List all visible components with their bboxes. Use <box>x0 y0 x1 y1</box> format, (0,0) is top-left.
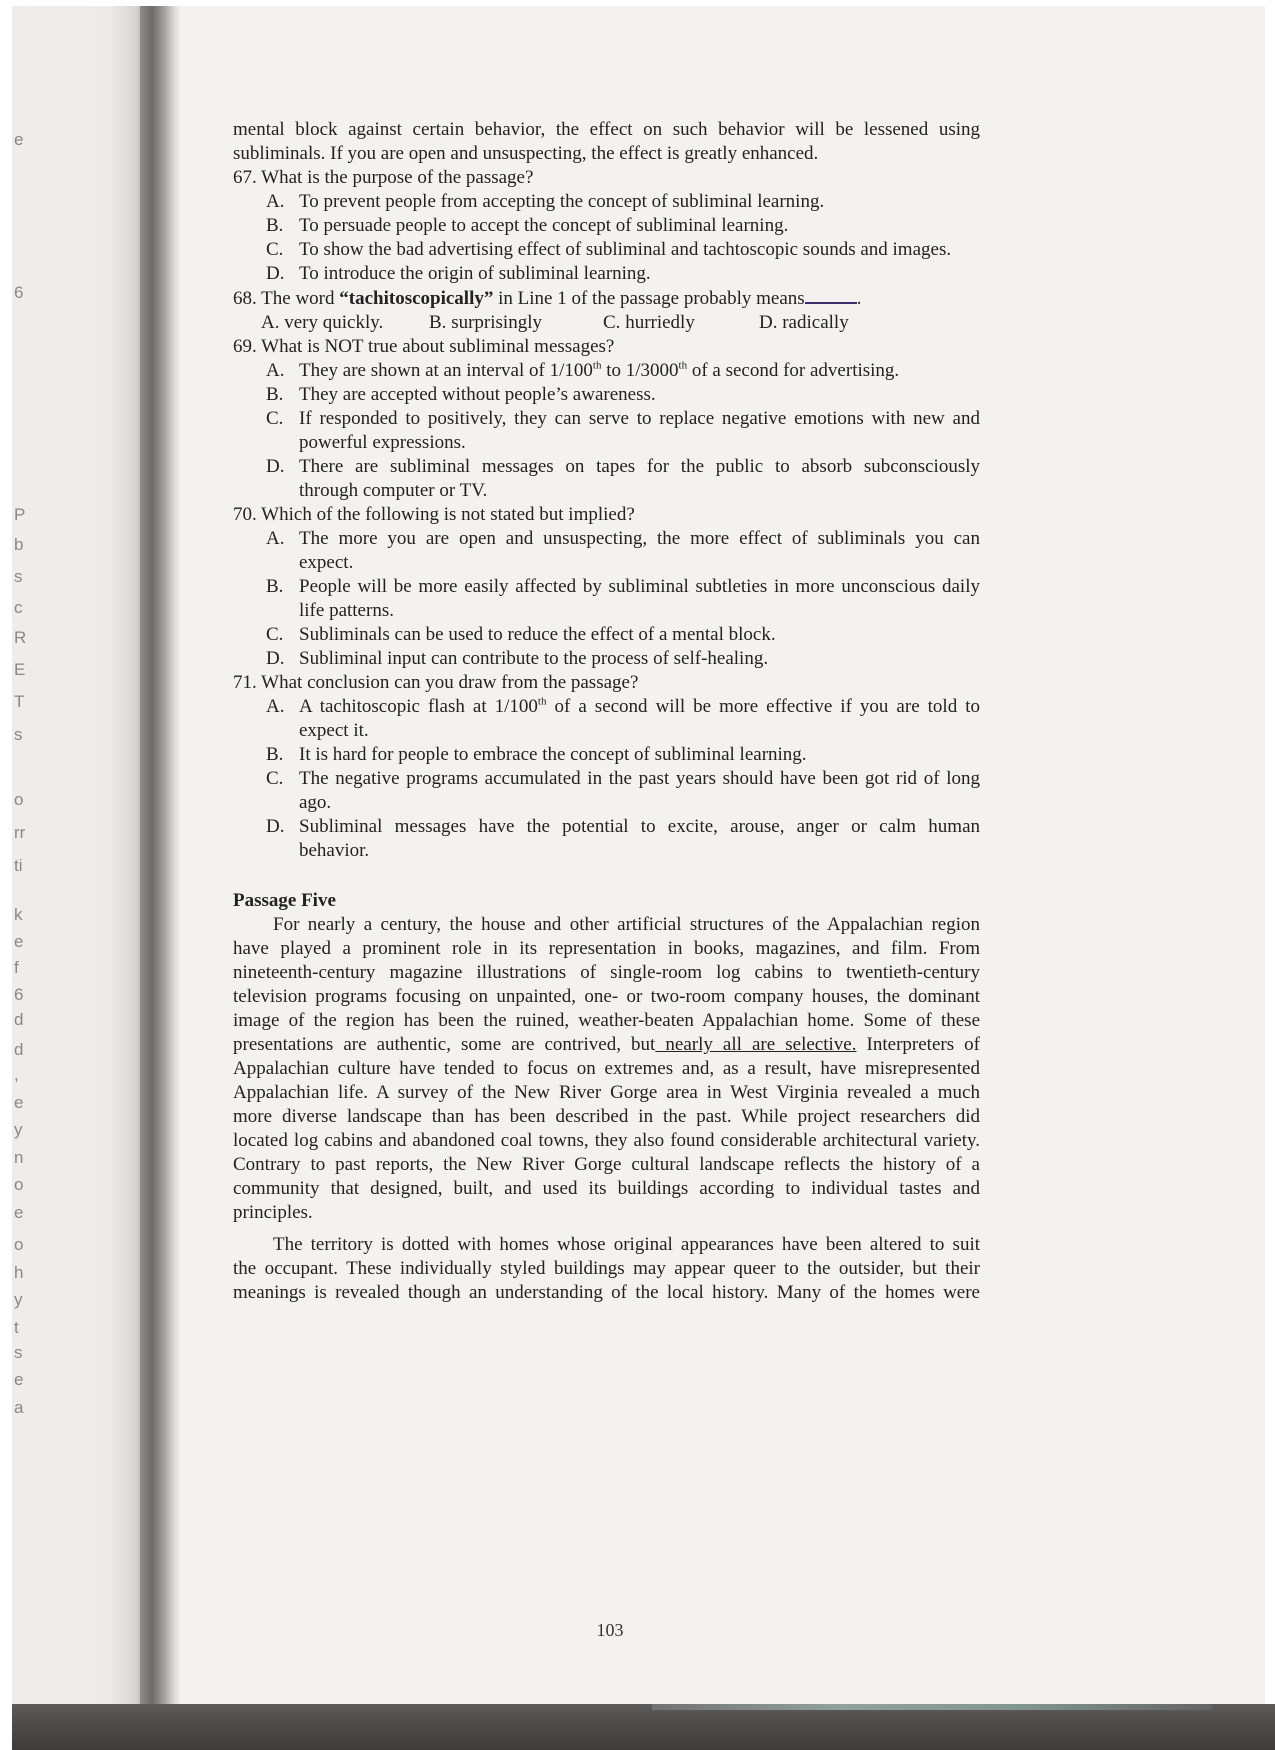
margin-letter: b <box>14 535 24 554</box>
text-span: Interpreters of <box>856 1034 980 1055</box>
option-d <box>759 311 849 335</box>
scan-right-border <box>1265 0 1275 1750</box>
option-text-line: life patterns. <box>299 600 394 621</box>
bold-term: “tachitoscopically” <box>339 288 494 309</box>
paragraph-line: Appalachian culture have tended to focus on extremes and, as a result, have misrepresented <box>233 1058 980 1079</box>
option-text-line: The negative programs accumulated in the past years should have been got rid of long <box>299 768 980 789</box>
option-c <box>603 311 759 335</box>
paragraph-line: For nearly a century, the house and other artificial structures of the Appalachian region <box>273 914 980 935</box>
margin-letter: y <box>14 1290 23 1309</box>
option-a <box>233 695 980 743</box>
text-span: presentations are authentic, some are contrived, but <box>233 1034 656 1055</box>
question-number: 67. <box>233 167 257 188</box>
question-stem <box>233 166 980 190</box>
margin-letter: 6 <box>14 985 24 1004</box>
margin-letter: ti <box>14 856 23 875</box>
margin-letter: t <box>14 1318 19 1337</box>
paragraph-line: the occupant. These individually styled buildings may appear queer to the outsider, but their <box>233 1258 980 1279</box>
question-text: What is the purpose of the passage? <box>261 167 534 188</box>
option-text: It is hard for people to embrace the concept of subliminal learning. <box>299 744 807 765</box>
answer-blank <box>805 286 857 304</box>
question-text: What is NOT true about subliminal messages? <box>261 336 615 357</box>
scanner-bottom-shadow <box>12 1704 1275 1750</box>
option-letter: C. <box>266 408 284 429</box>
option-letter: D. <box>266 456 285 477</box>
question-text: Which of the following is not stated but implied? <box>261 504 635 525</box>
option-text: Subliminal input can contribute to the process of self-healing. <box>299 648 769 669</box>
option-letter: B. <box>266 384 284 405</box>
passage-paragraph-1 <box>233 913 980 1225</box>
paragraph-line: Contrary to past reports, the New River Gorge cultural landscape reflects the history of a <box>233 1154 980 1175</box>
option-letter: C. <box>603 312 621 333</box>
margin-letter: e <box>14 1093 24 1112</box>
margin-letter: 6 <box>14 283 24 302</box>
paragraph-line: television programs focusing on unpainted, one- or two-room company houses, the dominant <box>233 986 980 1007</box>
margin-letter: s <box>14 1343 23 1362</box>
option-letter: B. <box>266 576 284 597</box>
option-text: radically <box>782 312 849 333</box>
option-text-part: of a second will be more effective if you are told to <box>546 696 980 717</box>
option-text-line: People will be more easily affected by subliminal subtleties in more unconscious daily <box>299 576 980 597</box>
question-stem <box>233 286 980 311</box>
intro-line: mental block against certain behavior, the effect on such behavior will be lessened using <box>233 119 980 140</box>
margin-letter: e <box>14 1203 24 1222</box>
margin-letter: h <box>14 1263 24 1282</box>
margin-letter: T <box>14 692 25 711</box>
option-letter: D. <box>266 263 285 284</box>
option-row <box>233 311 980 335</box>
question-text: The word <box>261 288 340 309</box>
question-text: in Line 1 of the passage probably means <box>493 288 805 309</box>
margin-letter: o <box>14 790 24 809</box>
option-text-line: behavior. <box>299 840 370 861</box>
question-69 <box>233 335 980 503</box>
option-text-line: There are subliminal messages on tapes for the public to absorb subconsciously <box>299 456 980 477</box>
margin-letter: s <box>14 567 23 586</box>
option-letter: B. <box>266 215 284 236</box>
option-text: They are accepted without people’s awareness. <box>299 384 656 405</box>
paragraph-line: have played a prominent role in its representation in books, magazines, and film. From <box>233 938 980 959</box>
question-number: 70. <box>233 504 257 525</box>
question-70 <box>233 503 980 671</box>
option-text: surprisingly <box>451 312 542 333</box>
margin-letter: P <box>14 505 26 524</box>
end-mark: . <box>856 288 862 309</box>
question-text: What conclusion can you draw from the passage? <box>261 672 639 693</box>
paragraph-line: principles. <box>233 1202 313 1223</box>
margin-letter: n <box>14 1148 24 1167</box>
option-text-line: If responded to positively, they can serve to replace negative emotions with new and <box>299 408 980 429</box>
option-c <box>233 238 980 262</box>
facing-page-margin-letters <box>14 0 34 1700</box>
option-a <box>233 190 980 214</box>
option-letter: C. <box>266 624 284 645</box>
option-text-line: ago. <box>299 792 332 813</box>
option-letter: A. <box>266 696 285 717</box>
page-number: 103 <box>596 1620 624 1640</box>
question-number: 69. <box>233 336 257 357</box>
question-stem <box>233 335 980 359</box>
option-text-line: The more you are open and unsuspecting, the more effect of subliminals you can <box>299 528 980 549</box>
page-content <box>233 118 980 1305</box>
option-text-line <box>299 695 980 719</box>
option-a <box>261 311 429 335</box>
option-letter: C. <box>266 239 284 260</box>
intro-line: subliminals. If you are open and unsuspecting, the effect is greatly enhanced. <box>233 143 819 164</box>
margin-letter: e <box>14 932 24 951</box>
option-b <box>233 383 980 407</box>
question-stem <box>233 503 980 527</box>
option-text-part: of a second for advertising. <box>687 360 900 381</box>
margin-letter: s <box>14 725 23 744</box>
paragraph-line: The territory is dotted with homes whose original appearances have been altered to suit <box>273 1234 980 1255</box>
option-text <box>299 359 980 383</box>
paragraph-line: Appalachian life. A survey of the New River Gorge area in West Virginia revealed a much <box>233 1082 980 1103</box>
option-text: To prevent people from accepting the concept of subliminal learning. <box>299 191 825 212</box>
passage-title: Passage Five <box>233 890 336 911</box>
option-text-part: They are shown at an interval of 1/100 <box>299 360 593 381</box>
margin-letter: y <box>14 1120 23 1139</box>
superscript: th <box>678 359 688 372</box>
option-text-line: expect it. <box>299 720 369 741</box>
option-b <box>233 743 980 767</box>
scan-top-border <box>0 0 1275 6</box>
option-text: very quickly. <box>284 312 384 333</box>
option-a <box>233 527 980 575</box>
option-letter: D. <box>759 312 778 333</box>
option-text: hurriedly <box>625 312 695 333</box>
margin-letter: e <box>14 1370 24 1389</box>
option-d <box>233 647 980 671</box>
margin-letter: o <box>14 1235 24 1254</box>
option-d <box>233 455 980 503</box>
option-text-line: powerful expressions. <box>299 432 466 453</box>
option-text: To introduce the origin of subliminal learning. <box>299 263 651 284</box>
option-letter: B. <box>266 744 284 765</box>
superscript: th <box>592 359 602 372</box>
option-text-part: A tachitoscopic flash at 1/100 <box>299 696 538 717</box>
passage-paragraph-2 <box>233 1233 980 1305</box>
option-text: Subliminals can be used to reduce the effect of a mental block. <box>299 624 776 645</box>
option-letter: C. <box>266 768 284 789</box>
option-letter: B. <box>429 312 447 333</box>
paragraph-line: more diverse landscape than has been described in the past. While project researchers did <box>233 1106 980 1127</box>
paragraph-line: located log cabins and abandoned coal towns, they also found considerable architectural variety. <box>233 1130 980 1151</box>
superscript: th <box>537 695 547 708</box>
underlined-phrase: nearly all are selective. <box>655 1034 857 1055</box>
margin-letter: e <box>14 130 24 149</box>
question-67 <box>233 166 980 286</box>
option-letter: A. <box>261 312 280 333</box>
scan-left-border <box>0 0 12 1750</box>
option-b <box>429 311 603 335</box>
question-stem <box>233 671 980 695</box>
question-number: 71. <box>233 672 257 693</box>
margin-letter: E <box>14 660 26 679</box>
option-text-line: expect. <box>299 552 354 573</box>
margin-letter: rr <box>14 823 26 842</box>
option-a <box>233 359 980 383</box>
option-c <box>233 623 980 647</box>
book-spine-shadow <box>140 6 180 1704</box>
paragraph-line: nineteenth-century magazine illustrations of single-room log cabins to twentieth-century <box>233 962 980 983</box>
option-letter: A. <box>266 528 285 549</box>
option-letter: D. <box>266 816 285 837</box>
option-letter: A. <box>266 191 285 212</box>
option-text: To persuade people to accept the concept of subliminal learning. <box>299 215 789 236</box>
paragraph-line <box>233 1033 980 1057</box>
margin-letter: o <box>14 1175 24 1194</box>
option-c <box>233 407 980 455</box>
question-68 <box>233 286 980 335</box>
margin-letter: f <box>14 958 19 977</box>
option-text: To show the bad advertising effect of subliminal and tachtoscopic sounds and images. <box>299 239 952 260</box>
paragraph-line: community that designed, built, and used its buildings according to individual tastes and <box>233 1178 980 1199</box>
paragraph-line: image of the region has been the ruined, weather-beaten Appalachian home. Some of these <box>233 1010 980 1031</box>
option-d <box>233 815 980 863</box>
option-letter: A. <box>266 360 285 381</box>
option-c <box>233 767 980 815</box>
option-b <box>233 214 980 238</box>
option-letter: D. <box>266 648 285 669</box>
margin-letter: R <box>14 628 27 647</box>
margin-letter: a <box>14 1398 24 1417</box>
question-71 <box>233 671 980 863</box>
option-text-line: through computer or TV. <box>299 480 488 501</box>
margin-letter: c <box>14 598 23 617</box>
margin-letter: k <box>14 905 23 924</box>
paragraph-line: meanings is revealed though an understanding of the local history. Many of the homes were <box>233 1282 980 1303</box>
option-text-line: Subliminal messages have the potential to excite, arouse, anger or calm human <box>299 816 980 837</box>
question-number: 68. <box>233 288 257 309</box>
option-d <box>233 262 980 286</box>
margin-letter: d <box>14 1010 24 1029</box>
option-b <box>233 575 980 623</box>
margin-letter: , <box>14 1065 19 1084</box>
option-text-part: to 1/3000 <box>601 360 679 381</box>
margin-letter: d <box>14 1040 24 1059</box>
